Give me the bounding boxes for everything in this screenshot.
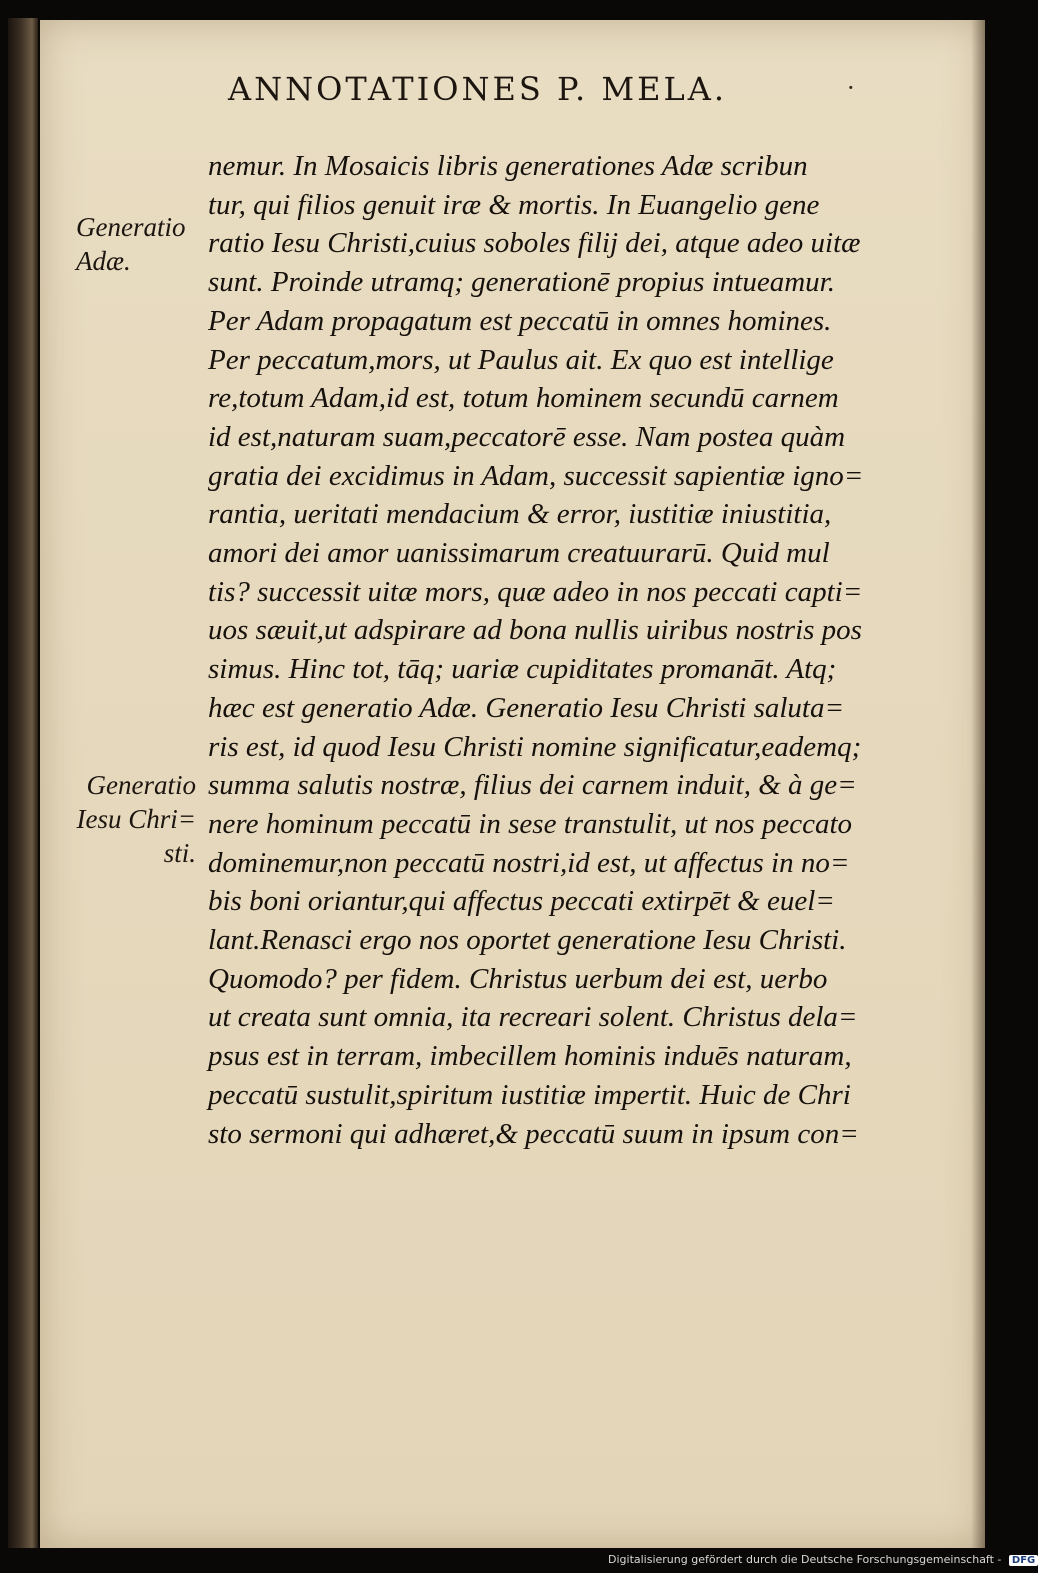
text-line: ut creata sunt omnia, ita recreari solent. Christus dela=	[208, 1001, 858, 1034]
text-line: tis? successit uitæ mors, quæ adeo in nos peccati capti=	[208, 575, 863, 608]
text-line: dominemur,non peccatū nostri,id est, ut affectus in no=	[208, 846, 850, 879]
text-line: amori dei amor uanissimarum creatuurarū. Quid mul	[208, 537, 830, 570]
text-line: hæc est generatio Adæ. Generatio Iesu Christi saluta=	[208, 691, 845, 724]
marginal-note-line: Generatio	[76, 212, 186, 242]
marginal-note-line: sti.	[163, 838, 196, 868]
text-line: re,totum Adam,id est, totum hominem secundū carnem	[208, 382, 839, 415]
text-line: tur, qui filios genuit iræ & mortis. In Euangelio gene	[208, 188, 820, 221]
text-line: sto sermoni qui adhæret,& peccatū suum in ipsum con=	[208, 1117, 859, 1150]
running-head-mark: ·	[847, 74, 855, 102]
text-line: peccatū sustulit,spiritum iustitiæ impertit. Huic de Chri	[208, 1078, 851, 1111]
credit-text: Digitalisierung gefördert durch die Deutsche Forschungsgemeinschaft -	[608, 1553, 1002, 1566]
marginal-note-line: Adæ.	[76, 246, 131, 276]
text-line: Per peccatum,mors, ut Paulus ait. Ex quo est intellige	[208, 343, 834, 376]
text-line: nemur. In Mosaicis libris generationes Adæ scribun	[208, 150, 808, 182]
text-line: bis boni oriantur,qui affectus peccati extirpēt & euel=	[208, 885, 835, 918]
text-line: Per Adam propagatum est peccatū in omnes homines.	[208, 304, 832, 337]
text-line: sunt. Proinde utramq; generationē propius intueamur.	[208, 266, 835, 299]
text-line: lant.Renasci ergo nos oportet generatione Iesu Christi.	[208, 924, 847, 957]
text-line: Quomodo? per fidem. Christus uerbum dei est, uerbo	[208, 962, 828, 995]
marginal-note-line: Generatio	[86, 770, 196, 800]
body-text	[208, 147, 868, 1153]
text-line: nere hominum peccatū in sese transtulit, ut nos peccato	[208, 807, 853, 840]
marginal-note-line: Iesu Chri=	[76, 804, 196, 834]
text-line: ris est, id quod Iesu Christi nomine significatur,eademq;	[208, 730, 862, 763]
dfg-logo: DFG	[1009, 1555, 1038, 1566]
text-line: uos sæuit,ut adspirare ad bona nullis uiribus nostris pos	[208, 614, 862, 647]
text-line: gratia dei excidimus in Adam, successit sapientiæ igno=	[208, 459, 864, 492]
page-edge-strip	[8, 18, 38, 1548]
digitization-credit	[608, 1553, 1038, 1566]
running-head: ANNOTATIONES P. MELA.	[228, 70, 728, 108]
marginal-note-generatio-adae	[76, 210, 185, 278]
marginal-note-generatio-iesu	[76, 768, 196, 870]
page-shadow	[971, 20, 985, 1548]
text-line: ratio Iesu Christi,cuius soboles filij dei, atque adeo uitæ	[208, 227, 861, 260]
text-line: summa salutis nostræ, filius dei carnem induit, & à ge=	[208, 769, 857, 802]
text-line: id est,naturam suam,peccatorē esse. Nam postea quàm	[208, 420, 846, 453]
text-line: simus. Hinc tot, tāq; uariæ cupiditates promanāt. Atq;	[208, 653, 837, 686]
text-line: psus est in terram, imbecillem hominis induēs naturam,	[208, 1040, 852, 1073]
text-line: rantia, ueritati mendacium & error, iustitiæ iniustitia,	[208, 498, 832, 531]
